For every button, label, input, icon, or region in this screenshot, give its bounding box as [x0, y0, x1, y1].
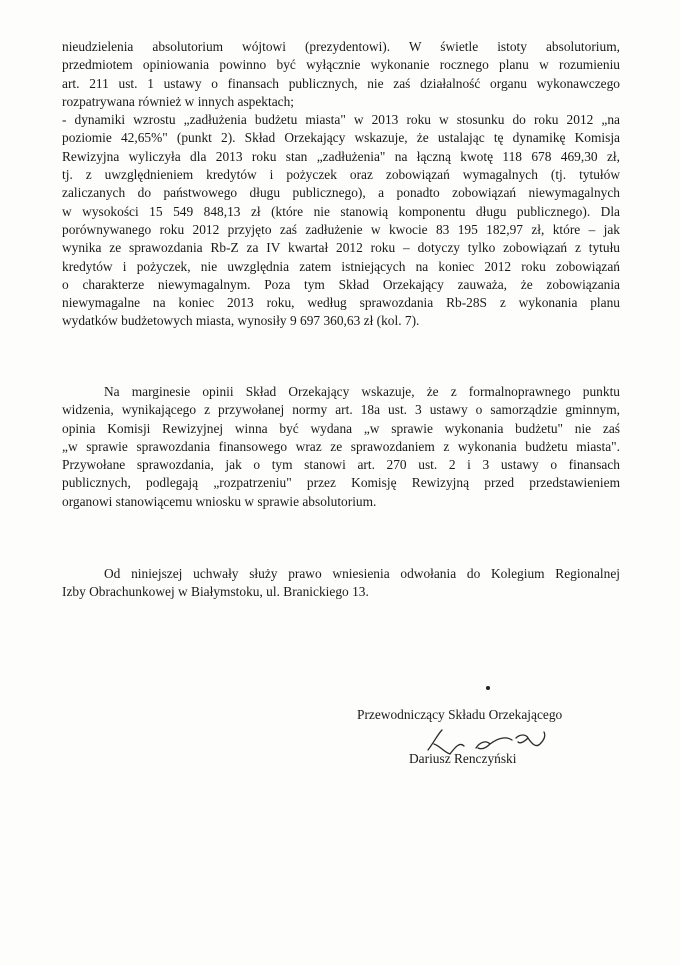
text-line: widzenia, wynikającego z przywołanej normy art. 18a ust. 3 ustawy o samorządzie gminnym, — [62, 402, 620, 418]
text-line: tj. z uwzględnieniem kredytów i pożyczek oraz zobowiązań wymagalnych (tj. tytułów — [62, 167, 620, 183]
text-line: przedmiotem opiniowania powinno być wyłącznie wykonanie rocznego planu w rozumieniu — [62, 57, 620, 73]
ink-dot — [486, 686, 490, 690]
text-line: art. 211 ust. 1 ustawy o finansach publicznych, nie zaś działalność organu wykonawczego — [62, 75, 620, 91]
signatory-role: Przewodniczący Składu Orzekającego — [357, 707, 563, 722]
text-line: porównywanego roku 2012 przyjęto zaś zadłużenie w kwocie 83 195 182,97 zł, które – jak — [62, 221, 620, 237]
text-line: zaliczanych do państwowego długu publicznego), a ponadto zobowiązań niewymagalnych — [62, 185, 620, 201]
text-line: Na marginesie opinii Skład Orzekający wskazuje, że z formalnoprawnego punktu — [104, 384, 620, 399]
paragraph-formal-note — [62, 383, 620, 511]
signatory-name: Dariusz Renczyński — [409, 751, 517, 766]
text-line: kredytów i pożyczek, nie uwzględnia zatem istniejących na koniec 2012 roku zobowiązań — [62, 258, 620, 274]
text-line: rozpatrywana również w innych aspektach; — [62, 93, 295, 109]
text-line: Od niniejszej uchwały służy prawo wniesienia odwołania do Kolegium Regionalnej — [104, 566, 620, 581]
text-line: publicznych, podlegają „rozpatrzeniu" przez Komisję Rewizyjną przed przedstawieniem — [62, 475, 620, 491]
text-line: - dynamiki wzrostu „zadłużenia budżetu miasta" w 2013 roku w stosunku do roku 2012 „na — [62, 112, 620, 128]
text-line: o charakterze niewymagalnym. Poza tym Skład Orzekający zauważa, że zobowiązania — [62, 276, 620, 292]
text-line: organowi stanowiącemu wniosku w sprawie absolutorium. — [62, 493, 377, 509]
text-line: poziomie 42,65%" (punkt 2). Skład Orzekający wskazuje, że ustalając tę dynamikę Komisja — [62, 130, 620, 146]
text-line: Przywołane sprawozdania, jak o tym stanowi art. 270 ust. 2 i 3 ustawy o finansach — [62, 457, 620, 473]
text-line: wydatków budżetowych miasta, wynosiły 9 697 360,63 zł (kol. 7). — [62, 313, 420, 329]
text-line: niewymagalne na koniec 2013 roku, według sprawozdania Rb-28S z wykonania planu — [62, 295, 620, 311]
paragraph-appeal-info — [62, 565, 620, 602]
text-line: Izby Obrachunkowej w Białymstoku, ul. Branickiego 13. — [62, 584, 369, 600]
text-line: w wysokości 15 549 848,13 zł (które nie stanowią komponentu długu publicznego). Dla — [62, 203, 620, 219]
text-line: wynika ze sprawozdania Rb-Z za IV kwartał 2012 roku – dotyczy tylko zobowiązań z tytułu — [62, 240, 620, 256]
text-line: Rewizyjna wyliczyła dla 2013 roku stan „zadłużenia" na łączną kwotę 118 678 469,30 zł, — [62, 148, 620, 164]
paragraph-absolutorium-analysis — [62, 38, 620, 331]
text-line: nieudzielenia absolutorium wójtowi (prezydentowi). W świetle istoty absolutorium, — [62, 39, 620, 54]
text-line: opinia Komisji Rewizyjnej winna być wydana „w sprawie wykonania budżetu" nie zaś — [62, 420, 620, 436]
text-line: „w sprawie sprawozdania finansowego wraz ze sprawozdaniem z wykonania budżetu miasta". — [62, 438, 620, 454]
